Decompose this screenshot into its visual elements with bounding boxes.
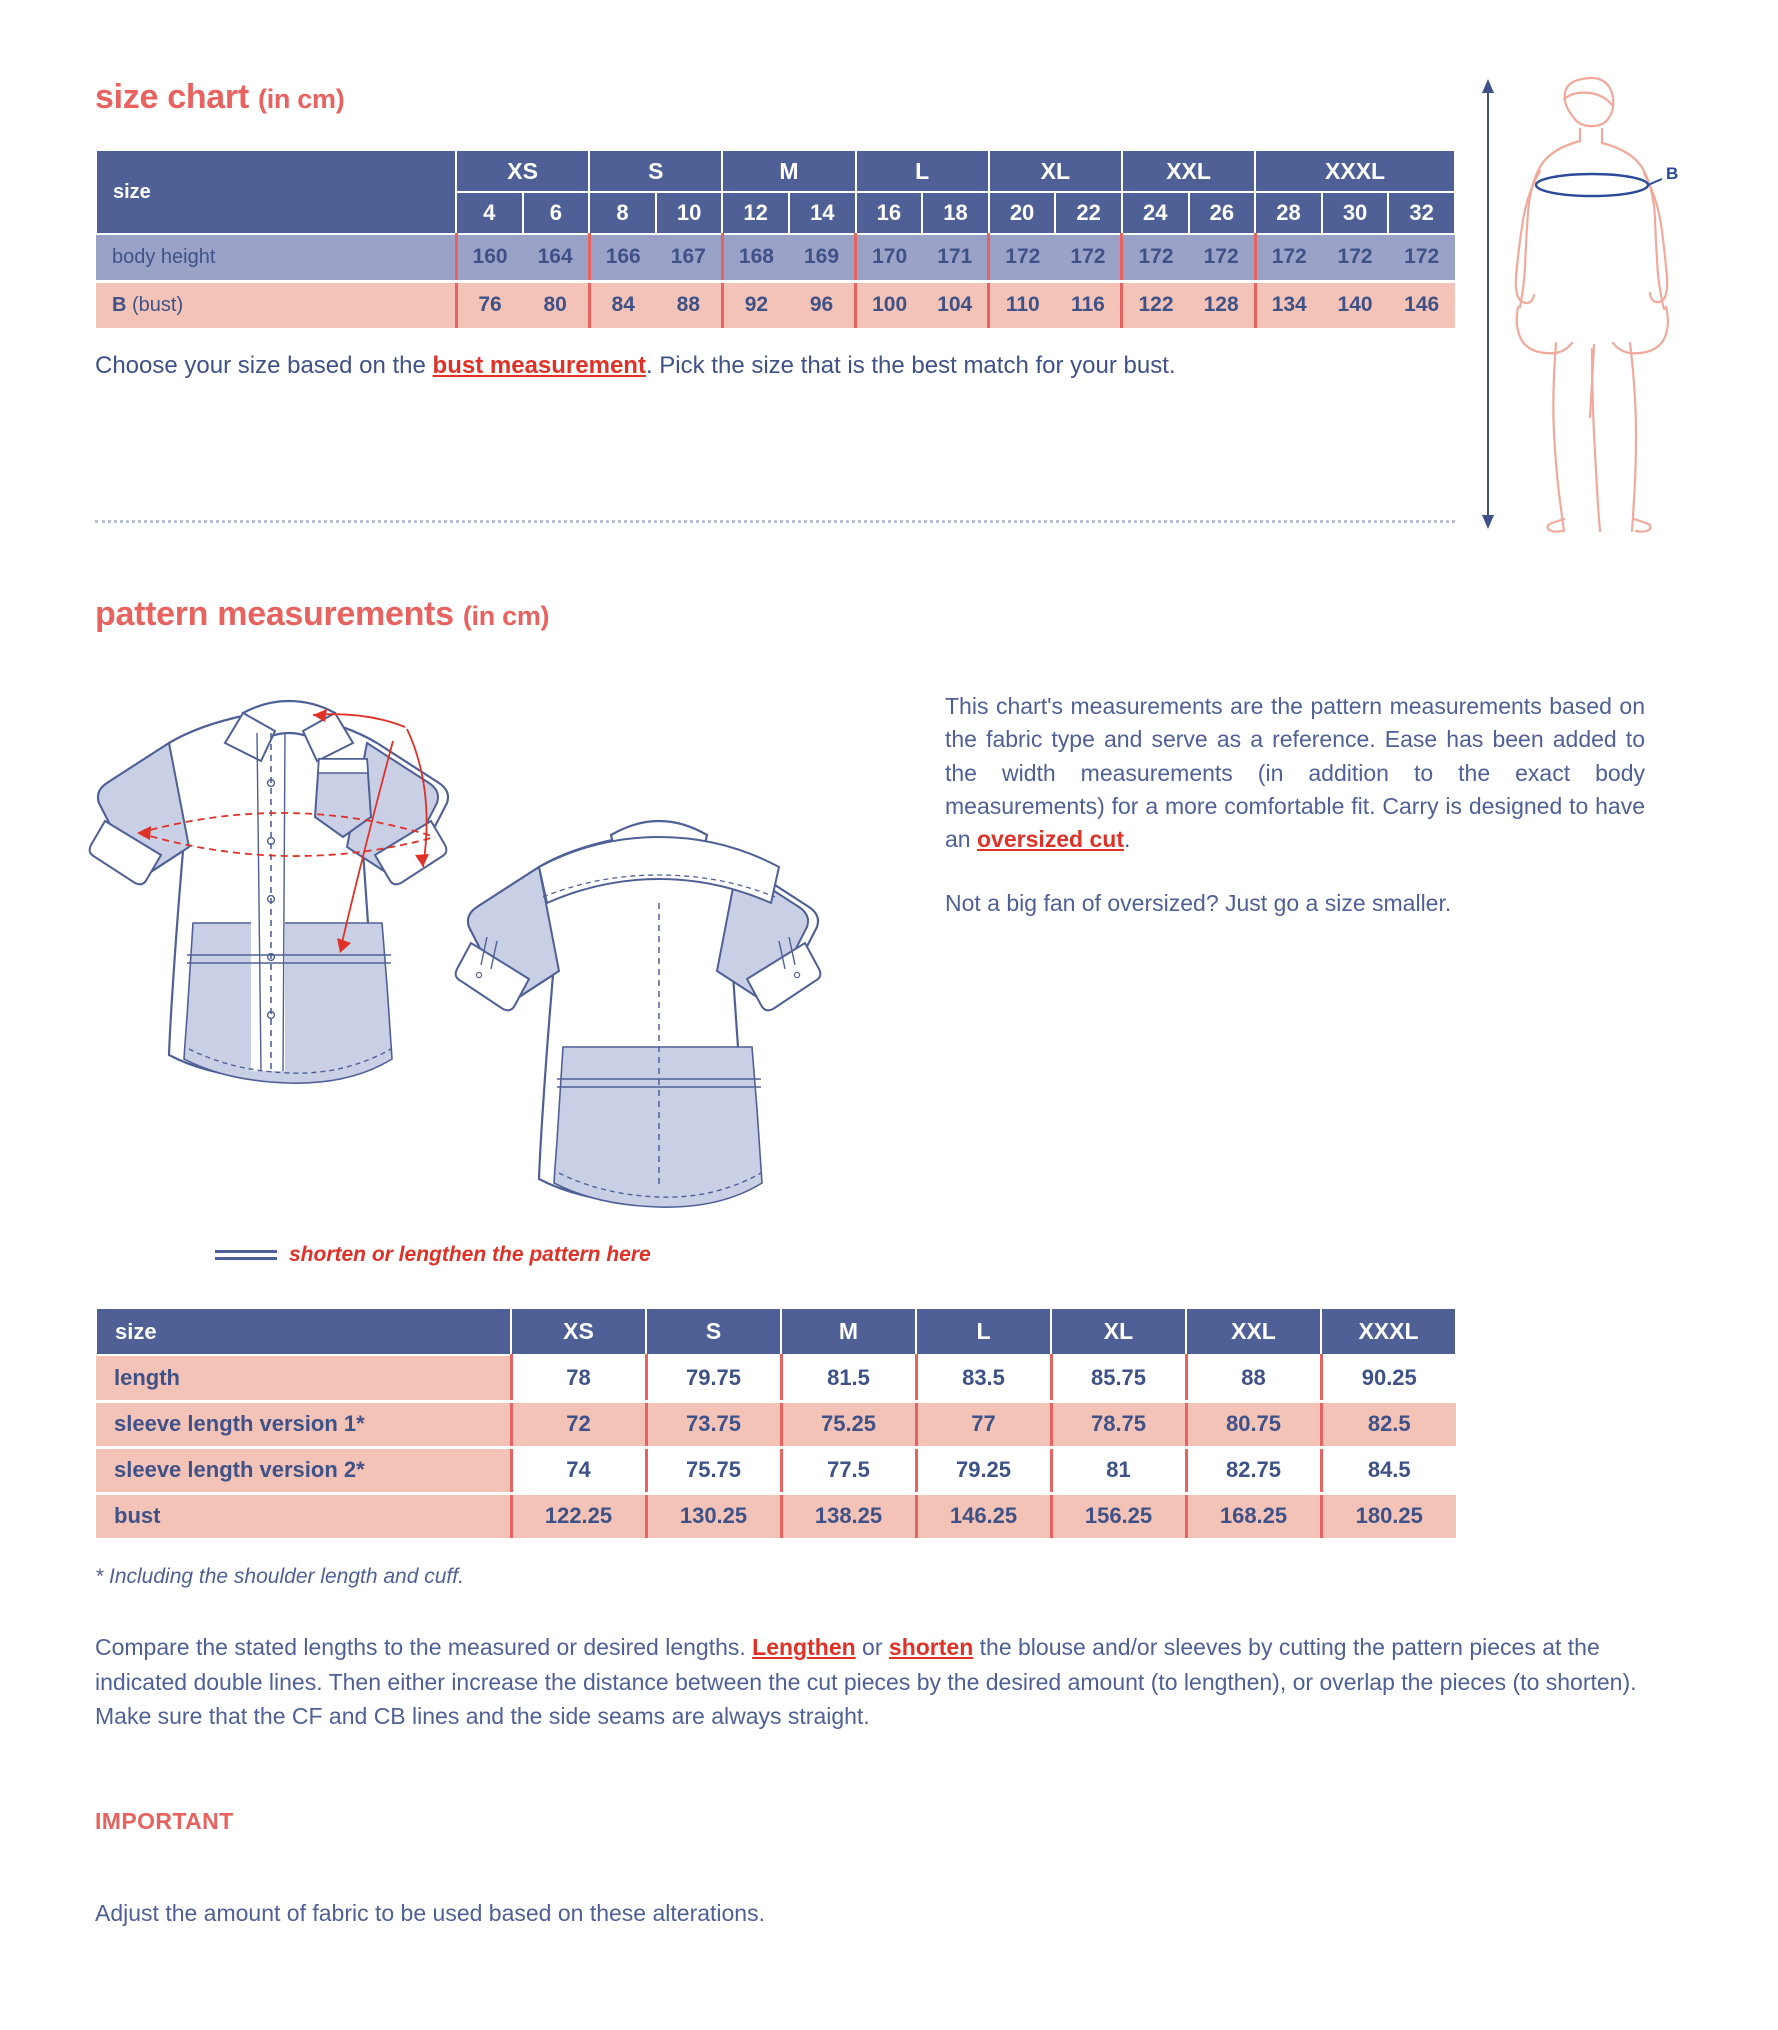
- oversized-cut-link[interactable]: oversized cut: [976, 826, 1124, 853]
- row-label: bust: [96, 1493, 511, 1539]
- cell-value: 80: [523, 281, 590, 328]
- pattern-title: pattern measurements: [95, 595, 454, 633]
- cell-value: 73.75: [646, 1401, 781, 1447]
- desc1-text-b: .: [1123, 826, 1131, 853]
- cell-value: 116: [1055, 281, 1122, 328]
- cell-value: 170: [856, 234, 923, 281]
- table-row: [96, 234, 1455, 281]
- cell-value: 76: [456, 281, 523, 328]
- alteration-instructions: [95, 1630, 1665, 1734]
- cell-value: 160: [456, 234, 523, 281]
- size-group-xs: XS: [456, 150, 589, 192]
- cell-value: 128: [1189, 281, 1256, 328]
- cell-value: 104: [922, 281, 989, 328]
- numeric-size-16: 16: [856, 192, 923, 234]
- final-note: Adjust the amount of fabric to be used based on these alterations.: [95, 1900, 765, 1926]
- cell-value: 140: [1322, 281, 1389, 328]
- cell-value: 88: [656, 281, 723, 328]
- cell-value: 72: [511, 1401, 646, 1447]
- cell-value: 77.5: [781, 1447, 916, 1493]
- cell-value: 169: [789, 234, 856, 281]
- row-label: length: [96, 1355, 511, 1401]
- numeric-size-22: 22: [1055, 192, 1122, 234]
- bust-figure-label: B: [1666, 164, 1679, 183]
- cell-value: 171: [922, 234, 989, 281]
- shirt-back-view: [456, 821, 821, 1207]
- size-chart-note: [95, 350, 1455, 382]
- cell-value: 74: [511, 1447, 646, 1493]
- pattern-size-header: size: [96, 1308, 511, 1355]
- pattern-description: [945, 690, 1645, 920]
- numeric-size-14: 14: [789, 192, 856, 234]
- lengthen-link[interactable]: Lengthen: [752, 1634, 856, 1660]
- cell-value: 84.5: [1321, 1447, 1456, 1493]
- cell-value: 180.25: [1321, 1493, 1456, 1539]
- row-label: sleeve length version 1*: [96, 1401, 511, 1447]
- cell-value: 84: [589, 281, 656, 328]
- cell-value: 79.75: [646, 1355, 781, 1401]
- cell-value: 172: [1388, 234, 1455, 281]
- cell-value: 83.5: [916, 1355, 1051, 1401]
- cell-value: 168.25: [1186, 1493, 1321, 1539]
- cell-value: 90.25: [1321, 1355, 1456, 1401]
- size-chart-size-header: size: [96, 150, 456, 234]
- cell-value: 81.5: [781, 1355, 916, 1401]
- shirt-technical-drawing: [75, 655, 935, 1255]
- pattern-col-m: M: [781, 1308, 916, 1355]
- cell-value: 79.25: [916, 1447, 1051, 1493]
- pattern-legend: [215, 1243, 651, 1267]
- size-chart-section: [95, 78, 1455, 382]
- section-divider: [95, 520, 1455, 523]
- cell-value: 172: [1055, 234, 1122, 281]
- numeric-size-28: 28: [1255, 192, 1322, 234]
- numeric-size-18: 18: [922, 192, 989, 234]
- pattern-measurements-heading: [95, 595, 1695, 634]
- cell-value: 146.25: [916, 1493, 1051, 1539]
- pattern-col-xxxl: XXXL: [1321, 1308, 1456, 1355]
- cell-value: 146: [1388, 281, 1455, 328]
- numeric-size-26: 26: [1189, 192, 1256, 234]
- size-group-s: S: [589, 150, 722, 192]
- numeric-size-30: 30: [1322, 192, 1389, 234]
- numeric-size-24: 24: [1122, 192, 1189, 234]
- cell-value: 88: [1186, 1355, 1321, 1401]
- pattern-measurements-table: [95, 1307, 1457, 1541]
- bottom-text-b: the blouse and/or sleeves by cutting the pattern pieces at the indicated double lines. Then either increase the distance between the cut pieces by the desired amount (to lengthen), or overlap the pieces (to shorten). Make sure that the CF and CB lines and the side seams are always straight.: [95, 1634, 1637, 1729]
- bottom-text-mid: or: [855, 1634, 889, 1660]
- size-chart-table: [95, 149, 1456, 328]
- table-row: [96, 1355, 1456, 1401]
- numeric-size-4: 4: [456, 192, 523, 234]
- pattern-col-xs: XS: [511, 1308, 646, 1355]
- size-group-m: M: [722, 150, 855, 192]
- cell-value: 82.5: [1321, 1401, 1456, 1447]
- cell-value: 92: [722, 281, 789, 328]
- table-row: [96, 1401, 1456, 1447]
- cell-value: 100: [856, 281, 923, 328]
- note-text-2: . Pick the size that is the best match for your bust.: [645, 352, 1176, 379]
- cell-value: 134: [1255, 281, 1322, 328]
- numeric-size-20: 20: [989, 192, 1056, 234]
- numeric-size-12: 12: [722, 192, 789, 234]
- cell-value: 78.75: [1051, 1401, 1186, 1447]
- size-group-xxxl: XXXL: [1255, 150, 1455, 192]
- table-row: [96, 1493, 1456, 1539]
- cell-value: 130.25: [646, 1493, 781, 1539]
- size-chart-title: size chart: [95, 78, 249, 116]
- cell-value: 78: [511, 1355, 646, 1401]
- double-line-icon: [215, 1250, 277, 1260]
- numeric-size-8: 8: [589, 192, 656, 234]
- cell-value: 138.25: [781, 1493, 916, 1539]
- important-label: IMPORTANT: [95, 1808, 234, 1834]
- cell-value: 172: [1255, 234, 1322, 281]
- pattern-description-paragraph-1: [945, 690, 1645, 857]
- size-group-xxl: XXL: [1122, 150, 1255, 192]
- shirt-front-view: [90, 701, 448, 1083]
- row-label: sleeve length version 2*: [96, 1447, 511, 1493]
- size-group-l: L: [856, 150, 989, 192]
- note-text-1: Choose your size based on the: [95, 352, 433, 379]
- body-figure-illustration: [1470, 75, 1770, 535]
- pattern-col-xl: XL: [1051, 1308, 1186, 1355]
- bust-measurement-link[interactable]: bust measurement: [432, 352, 646, 379]
- table-row: [96, 1447, 1456, 1493]
- numeric-size-32: 32: [1388, 192, 1455, 234]
- cell-value: 172: [1189, 234, 1256, 281]
- cell-value: 166: [589, 234, 656, 281]
- cell-value: 82.75: [1186, 1447, 1321, 1493]
- cell-value: 168: [722, 234, 789, 281]
- pattern-col-l: L: [916, 1308, 1051, 1355]
- cell-value: 164: [523, 234, 590, 281]
- cell-value: 122.25: [511, 1493, 646, 1539]
- cell-value: 172: [1122, 234, 1189, 281]
- pattern-unit: (in cm): [462, 601, 550, 631]
- pattern-footnote: * Including the shoulder length and cuff.: [95, 1565, 464, 1588]
- row-label: body height: [96, 234, 456, 281]
- cell-value: 167: [656, 234, 723, 281]
- cell-value: 110: [989, 281, 1056, 328]
- desc1-text-a: This chart's measurements are the pattern measurements based on the fabric type and serve as a reference. Ease has been added to the width measurements (in addition to the exact body measurements) for a more comfortable fit. Carry is designed to have an: [945, 693, 1645, 853]
- cell-value: 75.75: [646, 1447, 781, 1493]
- cell-value: 85.75: [1051, 1355, 1186, 1401]
- cell-value: 156.25: [1051, 1493, 1186, 1539]
- shorten-link[interactable]: shorten: [888, 1634, 974, 1660]
- legend-label: shorten or lengthen the pattern here: [289, 1243, 651, 1266]
- numeric-size-10: 10: [656, 192, 723, 234]
- cell-value: 172: [1322, 234, 1389, 281]
- cell-value: 77: [916, 1401, 1051, 1447]
- cell-value: 96: [789, 281, 856, 328]
- size-group-xl: XL: [989, 150, 1122, 192]
- table-row: [96, 281, 1455, 328]
- size-chart-unit: (in cm): [258, 84, 345, 114]
- bottom-text-a: Compare the stated lengths to the measured or desired lengths.: [95, 1634, 753, 1660]
- row-label: B (bust): [96, 281, 456, 328]
- cell-value: 172: [989, 234, 1056, 281]
- pattern-col-xxl: XXL: [1186, 1308, 1321, 1355]
- size-chart-heading: [95, 78, 1455, 117]
- pattern-measurements-table-wrap: [95, 1307, 1455, 1541]
- cell-value: 81: [1051, 1447, 1186, 1493]
- cell-value: 80.75: [1186, 1401, 1321, 1447]
- cell-value: 122: [1122, 281, 1189, 328]
- pattern-col-s: S: [646, 1308, 781, 1355]
- pattern-measurements-section: [95, 595, 1695, 654]
- cell-value: 75.25: [781, 1401, 916, 1447]
- numeric-size-6: 6: [523, 192, 590, 234]
- pattern-description-paragraph-2: Not a big fan of oversized? Just go a size smaller.: [945, 889, 1452, 916]
